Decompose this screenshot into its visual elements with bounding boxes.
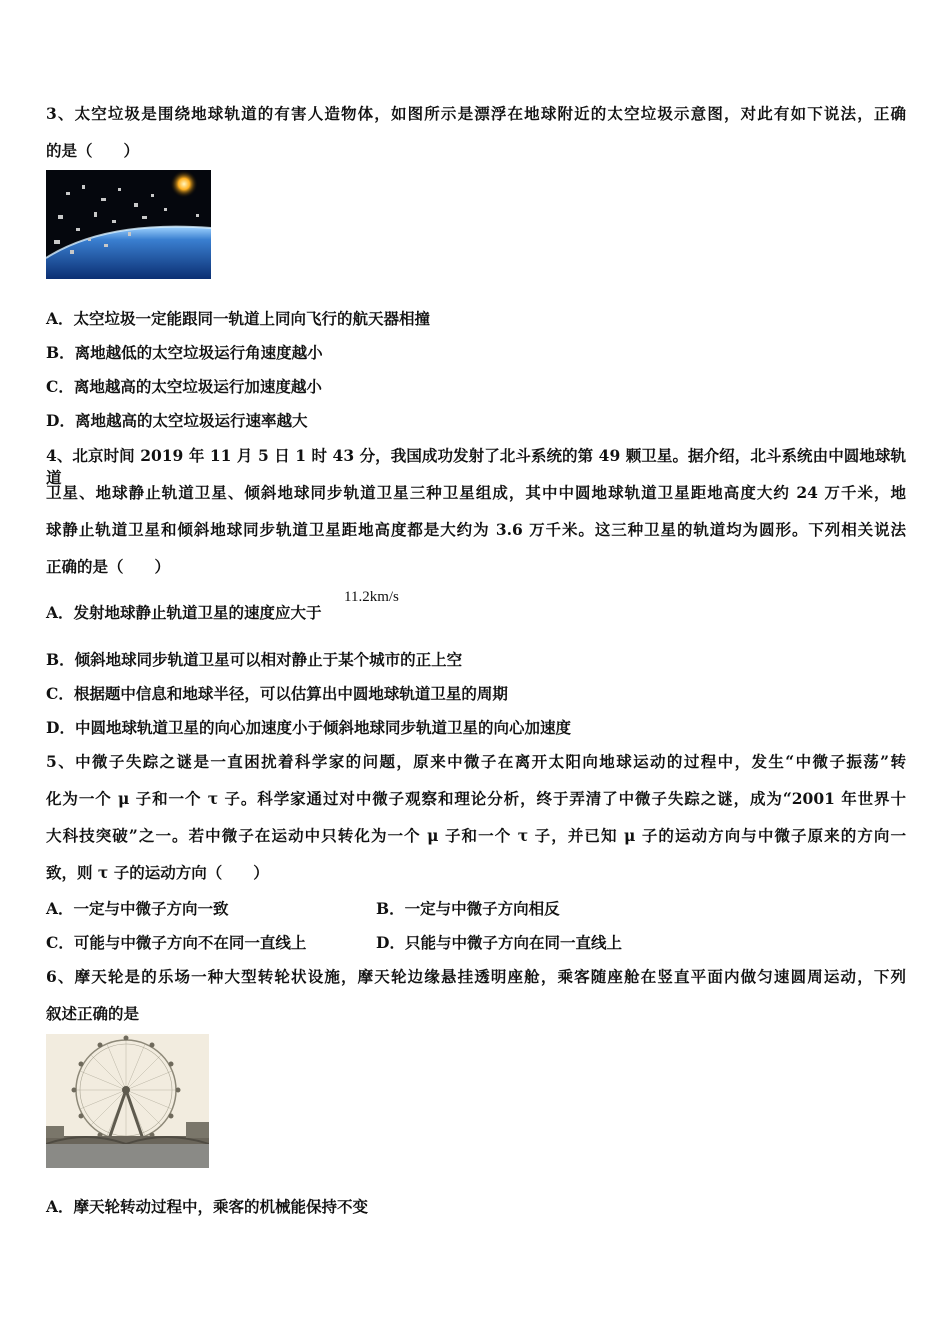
q4-option-a: A．发射地球静止轨道卫星的速度应大于	[46, 603, 322, 622]
q3-option-a: A．太空垃圾一定能跟同一轨道上同向飞行的航天器相撞	[46, 309, 431, 328]
q3-option-d: D．离地越高的太空垃圾运行速率越大	[46, 411, 308, 430]
q4-option-b: B．倾斜地球同步轨道卫星可以相对静止于某个城市的正上空	[46, 650, 463, 669]
q3-stem-line2: 的是（ ）	[46, 141, 140, 160]
q5-option-b: B．一定与中微子方向相反	[376, 899, 560, 918]
q5-stem-line2: 化为一个 μ 子和一个 τ 子。科学家通过对中微子观察和理论分析，终于弄清了中微子失踪之谜，成为“2001 年世界十	[46, 789, 906, 808]
q5-stem-line4: 致，则 τ 子的运动方向（ ）	[46, 863, 269, 882]
q4-stem-line2: 卫星、地球静止轨道卫星、倾斜地球同步轨道卫星三种卫星组成，其中中圆地球轨道卫星距地高度大约 24 万千米，地	[46, 483, 906, 502]
q6-stem-line1: 6、摩天轮是的乐场一种大型转轮状设施，摩天轮边缘悬挂透明座舱，乘客随座舱在竖直平面内做匀速圆周运动，下列	[46, 967, 906, 986]
q4-option-a-value: 11.2km/s	[344, 589, 399, 605]
q4-option-d: D．中圆地球轨道卫星的向心加速度小于倾斜地球同步轨道卫星的向心加速度	[46, 718, 571, 737]
q4-stem-line3: 球静止轨道卫星和倾斜地球同步轨道卫星距地高度都是大约为 3.6 万千米。这三种卫星的轨道均为圆形。下列相关说法	[46, 520, 906, 539]
q5-stem-line3: 大科技突破”之一。若中微子在运动中只转化为一个 μ 子和一个 τ 子，并已知 μ 子的运动方向与中微子原来的方向一	[46, 826, 906, 845]
q5-option-a: A．一定与中微子方向一致	[46, 899, 229, 918]
q3-option-b: B．离地越低的太空垃圾运行角速度越小	[46, 343, 323, 362]
ferris-wheel-image	[46, 1034, 209, 1168]
q4-option-c: C．根据题中信息和地球半径，可以估算出中圆地球轨道卫星的周期	[46, 684, 508, 703]
q6-stem-line2: 叙述正确的是	[46, 1004, 140, 1023]
space-debris-earth-image	[46, 170, 211, 279]
q3-stem-line1: 3、太空垃圾是围绕地球轨道的有害人造物体，如图所示是漂浮在地球附近的太空垃圾示意图，对此有如下说法，正确	[46, 104, 906, 123]
q3-option-c: C．离地越高的太空垃圾运行加速度越小	[46, 377, 322, 396]
q4-stem-line4: 正确的是（ ）	[46, 557, 171, 576]
q5-option-c: C．可能与中微子方向不在同一直线上	[46, 933, 307, 952]
q5-option-d: D．只能与中微子方向在同一直线上	[376, 933, 622, 952]
q5-stem-line1: 5、中微子失踪之谜是一直困扰着科学家的问题，原来中微子在离开太阳向地球运动的过程中，发生“中微子振荡”转	[46, 752, 906, 771]
q6-option-a: A．摩天轮转动过程中，乘客的机械能保持不变	[46, 1197, 369, 1216]
q4-stem-line1: 4、北京时间 2019 年 11 月 5 日 1 时 43 分，我国成功发射了北斗系统的第 49 颗卫星。据介绍，北斗系统由中圆地球轨道	[46, 446, 906, 487]
